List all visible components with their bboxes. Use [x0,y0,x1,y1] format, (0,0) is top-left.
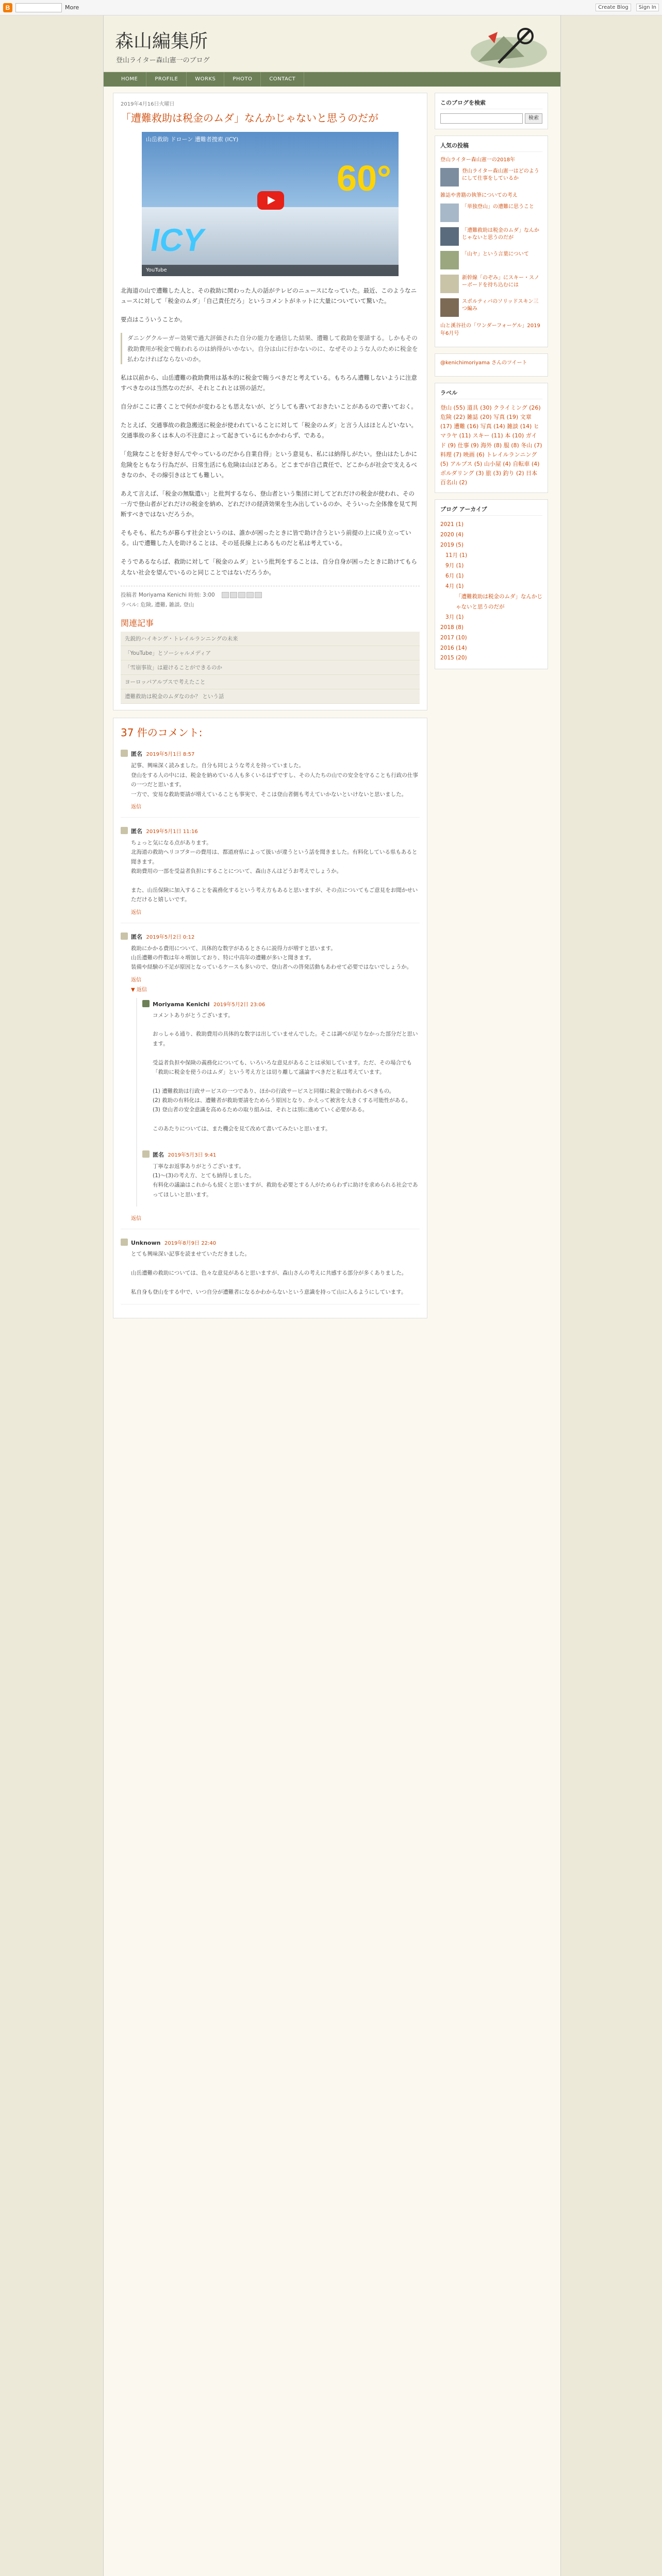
archive-post-link[interactable]: 「遭難救助は税金のムダ」なんかじゃないと思うのだが [456,593,542,610]
comment-body: コメントありがとうございます。 おっしゃる通り、救助費用の具体的な数字は出していませんでした。そこは調べが足りなかった部分だと思います。 受益者負担や保険の義務化についても、いろいろな意見があることは承知しています。ただ、その場合でも「救助に税金を使うのはムダ」という考え方とは切り離して議論すべきだと私は考えています。 (1) 遭難救助は行政サービスの一つであり、ほかの行政サービスと同様に税金で賄われるべきもの。 (2) 救助の有料化は、遭難者が救助要請をためらう原因となり、かえって被害を大きくする可能性がある。 (3) 登山者の安全意識を高めるための取り組みは、それとは別に進めていく必要がある。 このあたりについては、また機会を見て改めて書いてみたいと思います。 [153,1012,418,1132]
popular-thumbnail[interactable] [440,168,459,187]
post-paragraph: 自分がここに書くことで何かが変わるとも思えないが、どうしても書いておきたいことがあるので書いておく。 [121,403,417,410]
archive-month[interactable]: 11月 (1) [445,552,468,559]
popular-title[interactable]: 登山ライター森山憲一はどのようにして仕事をしているか [462,168,539,181]
comment-author[interactable]: Moriyama Kenichi [153,1001,210,1008]
video-icy-text: ICY [147,223,208,258]
comment-time[interactable]: 2019年5月2日 23:06 [213,1002,266,1008]
comment [121,1236,420,1304]
post-paragraph: たとえば、交通事故の救急搬送に税金が使われていることに対して「税金のムダ」と言う人はほとんどいない。交通事故の多くは本人の不注意によって起きているにもかかわらず、である。 [121,421,417,439]
popular-item[interactable] [440,251,542,269]
blogger-logo-icon[interactable]: B [3,3,12,12]
related-item[interactable]: ヨーロッパアルプスで考えたこと [121,675,420,689]
comments-heading: 37 件のコメント: [121,726,203,739]
comment-time[interactable]: 2019年5月1日 11:16 [146,828,198,835]
related-item[interactable]: 先鋭的ハイキング・トレイルランニングの未来 [121,632,420,646]
popular-title[interactable]: 新幹線「のぞみ」にスキー・スノーボードを持ち込むには [462,275,539,288]
sidebar [435,93,548,1318]
reply-comment [142,998,420,1141]
twitter-widget [435,353,548,377]
archive-month[interactable]: 4月 (1) [445,583,464,589]
navbar-more-link[interactable]: More [65,4,79,11]
email-share-icon[interactable] [222,592,229,598]
post-paragraph: 要点はこういうことか。 [121,316,186,324]
comment-body: 丁寧なお返事ありがとうございます。 (1)〜(3)の考え方、とても納得しました。 有料化の議論はこれからも続くと思いますが、救助を必要とする人がためらわずに助けを求められる社会であってほしいと思います。 [153,1163,418,1198]
post-date: 2019年4月16日火曜日 [121,101,175,107]
reply-link[interactable]: 返信 [131,1216,141,1222]
reply-comment [142,1148,420,1207]
comments-section [113,718,427,1318]
popular-thumbnail[interactable] [440,298,459,317]
comment [121,748,420,818]
facebook-share-icon[interactable] [246,592,254,598]
archive-year[interactable]: 2019 (5) [440,542,464,549]
widget-title: 人気の投稿 [440,141,542,152]
popular-link[interactable]: 登山ライター森山憲一の2018年 [440,157,516,163]
archive-month[interactable]: 6月 (1) [445,572,464,579]
pinterest-share-icon[interactable] [255,592,262,598]
tab-photo[interactable]: PHOTO [224,72,261,87]
blog-header [104,15,560,72]
tab-home[interactable]: HOME [113,72,146,87]
share-buttons [222,592,262,598]
post-author-time[interactable]: 投稿者 Moriyama Kenichi 時刻: 3:00 [121,591,215,598]
blog-post [113,93,427,710]
video-youtube-bar[interactable]: YouTube [142,265,399,276]
label-cloud[interactable]: 登山 (55) 道具 (30) クライミング (26) 危険 (22) 雑誌 (20) 写真 (19) 文章 (17) 遭難 (16) 写真 (14) 雑談 (14) ヒマラヤ (11) スキー (11) 本 (10) ガイド (9) 仕事 (9) 海外 (8) 服 (8) 冬山 (7) 料理 (7) 映画 (6) トレイルランニング (5) アルプス (5) 山小屋 (4) 自転車 (4) ボルダリング (3) 旅 (3) 釣り (2) 日本百名山 (2) [440,404,542,486]
comment-body: ちょっと気になる点があります。 北海道の救助ヘリコプターの費用は、都道府県によって扱いが違うという話を聞きました。有料化している県もあると聞きます。 救助費用の一部を受益者負担にすることについて、森山さんはどうお考えでしょうか。 また、山岳保険に加入することを義務化するという考え方もあると思いますが、その点についてもご意見をお聞かせいただけると嬉しいです。 [131,839,418,903]
archive-year[interactable]: 2017 (10) [440,634,467,641]
popular-item[interactable] [440,275,542,293]
blog-share-icon[interactable] [230,592,237,598]
blogger-navbar [0,0,662,15]
post-paragraph: あえて言えば、「税金の無駄遣い」と批判するなら、登山者という集団に対してどれだけの税金が使われ、その一方で登山者がどれだけの税金を納め、どれだけの経済効果を生み出しているのか、そういった全体像を見て判断すべきではないだろうか。 [121,489,417,518]
popular-title[interactable]: 「単独登山」の遭難に思うこと [462,204,534,210]
comment-author: 匿名 [131,827,142,835]
comment-body: 救助にかかる費用について、具体的な数字があるとさらに説得力が増すと思います。 山岳遭難の件数は年々増加しており、特に中高年の遭難が多いと聞きます。 装備や経験の不足が原因となっているケースも多いので、登山者への啓発活動もあわせて必要ではないでしょうか。 [131,945,412,971]
page-tabs [104,72,560,87]
search-widget [435,93,548,129]
twitter-link[interactable]: @kenichimoriyama さんのツイート [440,360,527,366]
twitter-share-icon[interactable] [238,592,245,598]
reply-link[interactable]: 返信 [131,804,141,810]
video-angle-text: 60° [337,158,391,198]
post-labels[interactable]: ラベル: 危険, 遭難, 雑談, 登山 [121,601,194,608]
related-item[interactable]: 「雪崩事故」は避けることができるのか [121,660,420,675]
sign-in-link[interactable]: Sign In [636,4,659,11]
popular-title[interactable]: 「遭難救助は税金のムダ」なんかじゃないと思うのだが [462,228,539,241]
popular-posts-widget [435,135,548,347]
archive-widget [435,499,548,669]
post-paragraph: 北海道の山で遭難した人と、その救助に関わった人の話がテレビのニュースになっていた。最近、このようなニュースに対して「税金のムダ」「自己責任だろ」というコメントがネットに大量についていて驚いた。 [121,287,417,305]
popular-thumbnail[interactable] [440,251,459,269]
post-body [121,285,420,578]
comment [121,930,420,1230]
comment-time[interactable]: 2019年8月9日 22:40 [164,1241,217,1247]
collapse-replies-toggle[interactable]: ▼ 返信 [131,987,147,993]
avatar-icon [121,750,128,757]
tab-contact[interactable]: CONTACT [261,72,304,87]
post-paragraph: 「危険なことを好き好んでやっているのだから自業自得」という意見も、私には納得しがたい。登山はたしかに危険をともなう行為だが、日常生活にも危険は山ほどある。どこまでが自己責任で、どこからが社会で支えるべきなのか、その線引きはとても難しい。 [121,450,417,479]
popular-item[interactable] [440,298,542,317]
widget-title: このブログを検索 [440,98,542,109]
popular-title[interactable]: 「山ヤ」という言葉について [462,251,529,257]
blog-description: 登山ライター森山憲一のブログ [116,57,210,64]
video-title[interactable]: 山岳救助 ドローン 遭難者捜索 (ICY) [146,136,239,143]
archive-month[interactable]: 3月 (1) [445,614,464,620]
comment-body: とても興味深い記事を読ませていただきました。 山岳遭難の救助については、色々な意見があると思いますが、森山さんの考えに共感する部分が多くありました。 私自身も登山をする中で、いつ自分が遭難者になるかわからないという意識を持って山に入るようにしています。 [131,1251,407,1295]
archive-year[interactable]: 2016 (14) [440,645,467,651]
popular-thumbnail[interactable] [440,227,459,246]
avatar-icon [142,1150,150,1158]
comment-time[interactable]: 2019年5月3日 9:41 [168,1152,217,1158]
blog-search-button[interactable]: 検索 [525,113,542,124]
popular-thumbnail[interactable] [440,275,459,293]
related-item[interactable]: 遭難救助は税金のムダなのか？ という話 [121,689,420,704]
widget-title: ラベル [440,388,542,399]
comment-author: 匿名 [153,1151,164,1158]
avatar-icon [121,933,128,940]
tab-profile[interactable]: PROFILE [146,72,187,87]
reply-link[interactable]: 返信 [131,909,141,916]
related-posts [121,617,420,704]
video-play-icon[interactable] [257,191,284,210]
reply-thread [136,998,420,1207]
comment-author: 匿名 [131,751,142,758]
post-footer [121,586,420,610]
main-column [113,93,427,1318]
embedded-video[interactable] [142,132,399,276]
post-quote: ダニングクルーガー効果で過大評価された自分の能力を過信した結果、遭難して救助を要請する。しかもその救助費用が税金で賄われるのは納得がいかない。自分は山に行かないのに、なぜそのような人のために税金を払わなければならないのか。 [121,333,420,364]
comment-author: Unknown [131,1240,161,1247]
post-title[interactable]: 「遭難救助は税金のムダ」なんかじゃないと思うのだが [121,112,378,124]
popular-link[interactable]: 雑誌や書籍の執筆についての考え [440,193,518,198]
archive-year[interactable]: 2020 (4) [440,532,464,538]
archive-year[interactable]: 2018 (8) [440,624,464,631]
archive-year[interactable]: 2015 (20) [440,655,467,662]
labels-widget [435,383,548,493]
blog-container [103,15,561,2576]
blog-title[interactable]: 森山編集所 [115,31,208,52]
comment-author: 匿名 [131,933,142,940]
related-item[interactable]: 「YouTube」とソーシャルメディア [121,646,420,660]
avatar-icon [121,827,128,834]
blog-search-input[interactable] [440,113,523,124]
post-paragraph: 私は以前から、山岳遭難の救助費用は基本的に税金で賄うべきだと考えている。もちろん遭難しないように注意すべきなのは当然なのだが、それとこれとは別の話だ。 [121,374,417,392]
avatar-icon [121,1239,128,1246]
comment-time[interactable]: 2019年5月2日 0:12 [146,934,195,940]
create-blog-link[interactable]: Create Blog [595,4,631,11]
author-avatar-icon [142,1000,150,1007]
popular-item[interactable] [440,168,542,187]
popular-thumbnail[interactable] [440,204,459,222]
popular-item[interactable] [440,227,542,246]
post-paragraph: そもそも、私たちが暮らす社会というのは、誰かが困ったときに皆で助け合うという前提の上に成り立っている。山で遭難した人を助けることは、その延長線上にあるものだと私は考えている。 [121,529,411,547]
comment [121,825,420,923]
popular-item[interactable] [440,204,542,222]
navbar-search-input[interactable] [15,3,62,12]
widget-title: ブログ アーカイブ [440,505,542,516]
comment-body: 記事、興味深く読みました。自分も同じような考えを持っていました。 登山をする人の中には、税金を納めている人も多くいるはずですし、その人たちの山での安全を守ることも行政の仕事の一つだと思います。 一方で、安易な救助要請が増えていることも事実で、そこは登山者側も考えていかないといけないと思いました。 [131,762,418,798]
comment-time[interactable]: 2019年5月1日 8:57 [146,752,195,758]
related-heading: 関連記事 [121,618,154,629]
archive-year[interactable]: 2021 (1) [440,521,464,528]
tab-works[interactable]: WORKS [187,72,224,87]
post-paragraph: そうであるならば、救助に対して「税金のムダ」という批判をすることは、自分自身が困ったときに助けてもらえない社会を望んでいるのと同じことではないだろうか。 [121,558,417,576]
reply-link[interactable]: 返信 [131,977,141,983]
archive-month[interactable]: 9月 (1) [445,563,464,569]
popular-link[interactable]: 山と溪谷社の「ワンダーフォーゲル」2019年6月号 [440,323,540,336]
header-mountain-illustration [468,21,550,72]
popular-title[interactable]: スポルティバのソリッドスキン三つ編み [462,299,539,312]
